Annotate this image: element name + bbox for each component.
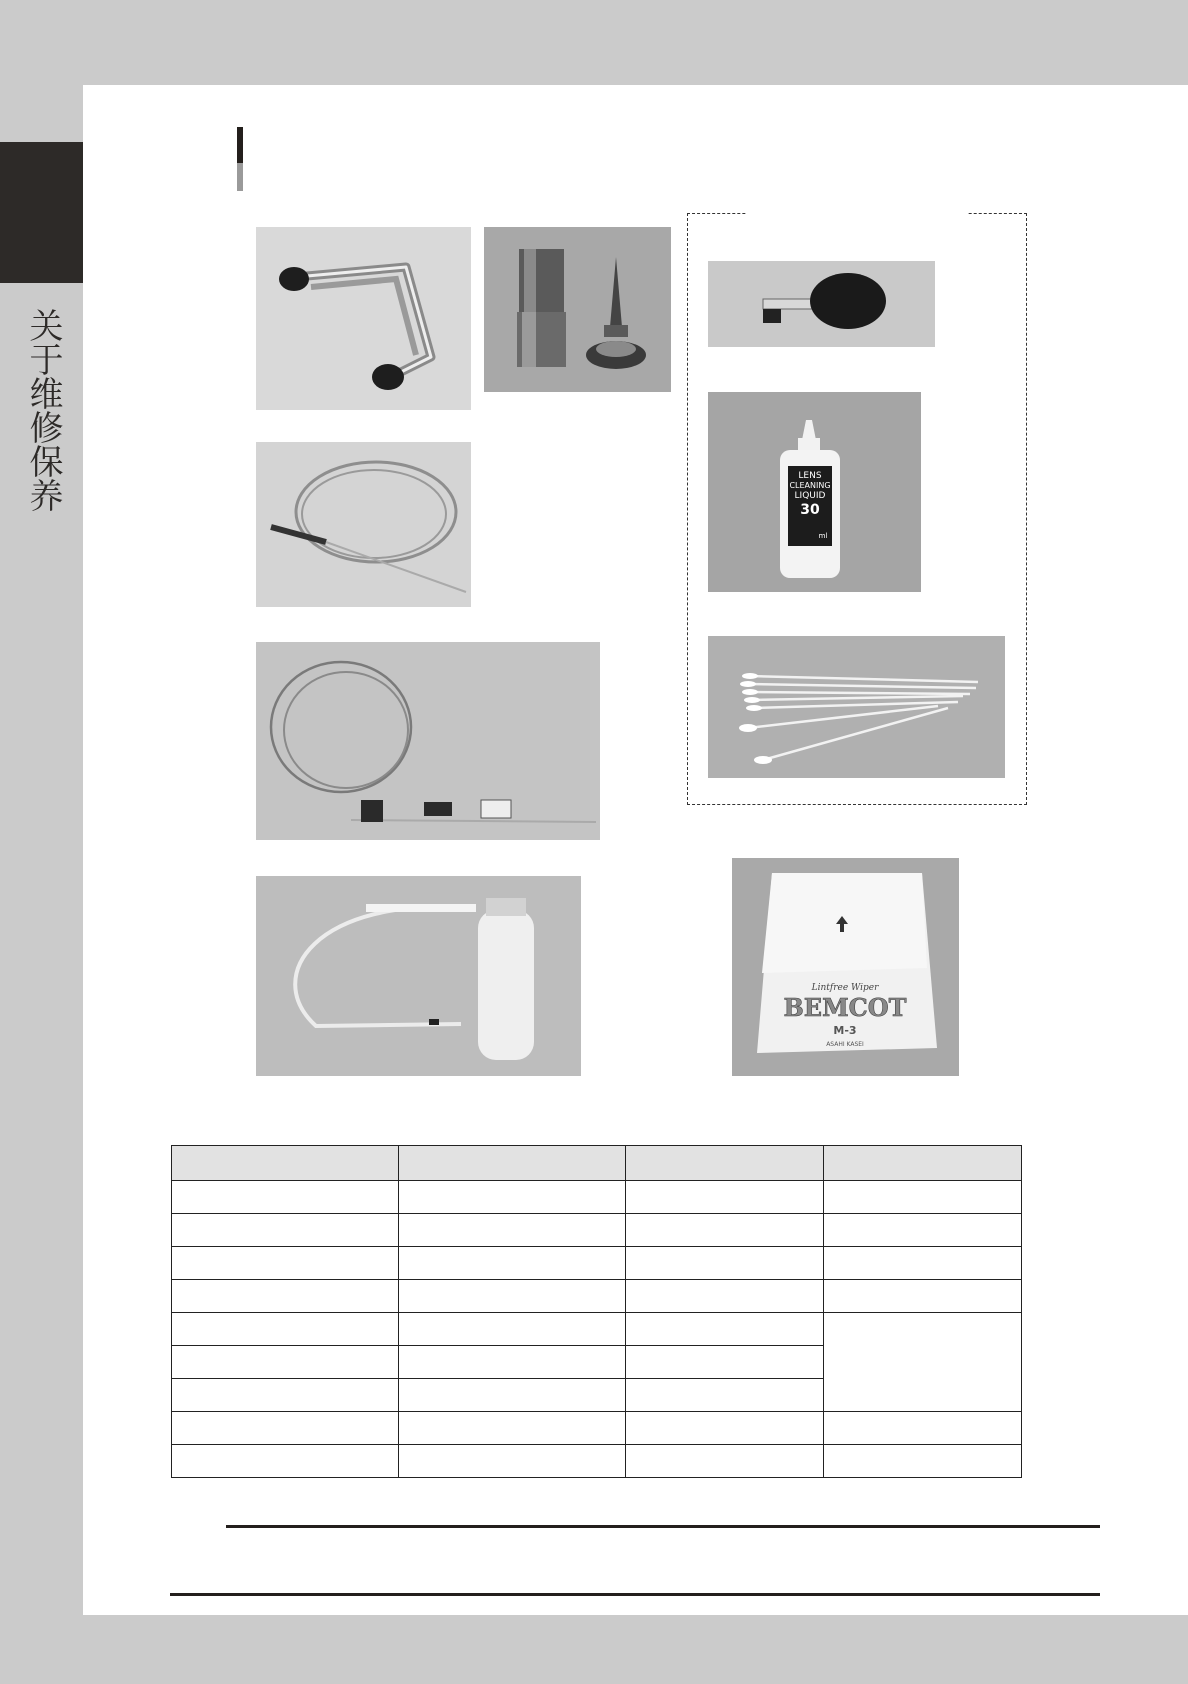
section-marker-light: [237, 163, 243, 191]
table-header-cell: [172, 1146, 399, 1181]
table-cell: [399, 1181, 626, 1214]
table-cell: [824, 1445, 1022, 1478]
chapter-title: 关于维修保养: [23, 308, 63, 512]
table-row: [172, 1445, 1022, 1478]
table-cell: [824, 1280, 1022, 1313]
table-header-cell: [626, 1146, 824, 1181]
photo-lintfree-wiper: [732, 858, 959, 1076]
table-cell: [399, 1412, 626, 1445]
table-row: [172, 1247, 1022, 1280]
table-cell: [172, 1445, 399, 1478]
table-merged-cell: [824, 1313, 1022, 1412]
photo-lens-cleaning-liquid: [708, 392, 921, 592]
wiper-label-maker: ASAHI KASEI: [826, 1041, 864, 1048]
table-cell: [626, 1445, 824, 1478]
table-header-cell: [399, 1146, 626, 1181]
parts-table: [171, 1145, 1022, 1478]
table-cell: [172, 1346, 399, 1379]
wiper-label-brand: BEMCOT: [783, 993, 907, 1022]
table-cell: [399, 1313, 626, 1346]
table-row: [172, 1280, 1022, 1313]
table-cell: [626, 1412, 824, 1445]
table-cell: [399, 1280, 626, 1313]
bottle-label-volume: 30: [800, 502, 820, 518]
photo-bracket: [256, 227, 471, 410]
table-cell: [626, 1247, 824, 1280]
table-cell: [399, 1247, 626, 1280]
table-row: [172, 1412, 1022, 1445]
photo-drain-bottle: [256, 876, 581, 1076]
section-marker-dark: [237, 127, 243, 163]
table-cell: [172, 1280, 399, 1313]
table-cell: [399, 1379, 626, 1412]
table-cell: [626, 1280, 824, 1313]
table-cell: [626, 1181, 824, 1214]
table-row: [172, 1313, 1022, 1346]
wiper-label-top: Lintfree Wiper: [811, 983, 879, 993]
table-cell: [399, 1346, 626, 1379]
bottle-label-line2: CLEANING: [789, 481, 831, 490]
table-row: [172, 1181, 1022, 1214]
bottle-label-unit: ml: [818, 532, 828, 540]
table-cell: [626, 1379, 824, 1412]
wiper-label-model: M-3: [833, 1024, 857, 1037]
table-cell: [172, 1214, 399, 1247]
table-cell: [626, 1346, 824, 1379]
table-header-row: [172, 1146, 1022, 1181]
photo-tube-assembly: [256, 642, 600, 840]
photo-nozzle-parts: [484, 227, 671, 392]
table-cell: [172, 1247, 399, 1280]
footer-rule-upper: [226, 1525, 1100, 1528]
table-cell: [172, 1181, 399, 1214]
table-cell: [399, 1445, 626, 1478]
bottle-label-line1: LENS: [798, 471, 822, 481]
table-cell: [824, 1181, 1022, 1214]
bottle-label-line3: LIQUID: [794, 491, 826, 501]
table-header-cell: [824, 1146, 1022, 1181]
table-cell: [172, 1379, 399, 1412]
photo-tube-connector: [256, 442, 471, 607]
photo-blower-brush: [708, 261, 935, 347]
chapter-tab: [0, 142, 83, 283]
table-cell: [172, 1412, 399, 1445]
footer-rule-lower: [170, 1593, 1100, 1596]
table-cell: [626, 1313, 824, 1346]
table-row: [172, 1214, 1022, 1247]
table-cell: [824, 1247, 1022, 1280]
table-cell: [172, 1313, 399, 1346]
table-cell: [399, 1214, 626, 1247]
table-cell: [824, 1412, 1022, 1445]
group-label-gap: [747, 209, 967, 217]
table-cell: [824, 1214, 1022, 1247]
photo-cotton-swabs: [708, 636, 1005, 778]
table-cell: [626, 1214, 824, 1247]
